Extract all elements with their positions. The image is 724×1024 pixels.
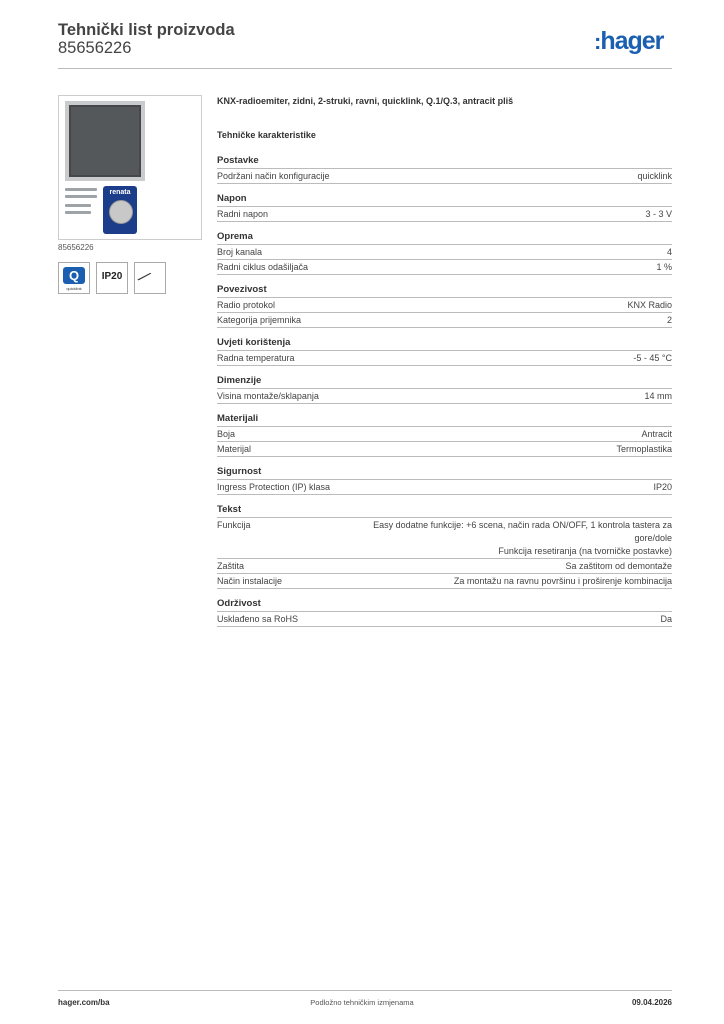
spec-value: Za montažu na ravnu površinu i proširenje kombinacija [453,576,672,586]
spec-label: Radna temperatura [217,353,295,363]
spec-section [217,597,672,627]
ip20-badge: IP20 [96,262,128,294]
spec-row [217,244,672,259]
spec-section [217,412,672,457]
spec-value: Sa zaštitom od demontaže [565,561,672,571]
section-title: Povezivost [217,284,267,295]
spec-row [217,297,672,312]
spec-value: IP20 [653,482,672,492]
image-caption: 85656226 [58,243,94,252]
spec-row [217,350,672,366]
spec-label: Usklađeno sa RoHS [217,614,299,624]
spec-value: KNX Radio [627,300,672,310]
spec-row [217,611,672,627]
spec-label: Visina montaže/sklapanja [217,391,319,401]
switch-image [65,101,145,181]
spec-value [342,519,672,558]
section-title: Tekst [217,504,242,515]
product-image [58,95,202,240]
spec-value: Antracit [641,429,672,439]
spec-sections [217,154,672,635]
spec-label: Broj kanala [217,247,263,257]
quicklink-badge: Q quicklink [58,262,90,294]
section-title: Napon [217,193,247,204]
spec-label: Zaštita [217,561,245,571]
spec-section [217,336,672,366]
footer-divider [58,990,672,991]
spec-row [217,168,672,184]
spec-value: -5 - 45 °C [633,353,672,363]
spec-row [217,479,672,495]
section-title: Uvjeti korištenja [217,337,291,348]
footer-date: 09.04.2026 [631,998,672,1007]
spec-row [217,388,672,404]
spec-label: Radio protokol [217,300,276,310]
quicklink-icon: Q [63,267,85,284]
spec-section [217,230,672,275]
spec-row [217,259,672,275]
spec-value: 3 - 3 V [645,209,672,219]
spec-row [217,206,672,222]
product-number: 85656226 [58,39,132,57]
spec-value-line: Funkcija resetiranja (na tvorničke postavke) [498,546,672,556]
section-title: Postavke [217,155,259,166]
spec-value-line: Easy dodatne funkcije: +6 scena, način rada ON/OFF, 1 kontrola tastera za gore/dole [373,520,672,543]
header-divider [58,68,672,69]
spec-row [217,558,672,573]
spec-label: Materijal [217,444,252,454]
spec-row [217,426,672,441]
installation-tool-badge [134,262,166,294]
hager-logo: :hager [594,27,664,55]
spec-value: Da [660,614,672,624]
battery-image: renata [103,186,137,234]
spec-label: Boja [217,429,236,439]
spec-value: Termoplastika [616,444,672,454]
spec-value: 4 [666,247,672,257]
spec-section [217,283,672,328]
spec-value: 1 % [656,262,672,272]
section-title: Dimenzije [217,375,262,386]
screwdriver-icon: ∕ [138,267,152,287]
spec-label: Podržani način konfiguracije [217,171,330,181]
section-title: Održivost [217,598,261,609]
spec-row [217,517,672,558]
section-title: Sigurnost [217,466,262,477]
page-title: Tehnički list proizvoda [58,21,235,39]
spec-label: Kategorija prijemnika [217,315,302,325]
spec-label: Funkcija [217,520,251,530]
spec-section [217,503,672,589]
spec-section [217,465,672,495]
specs-heading: Tehničke karakteristike [217,130,316,140]
footer-disclaimer: Podložno tehničkim izmjenama [310,998,414,1007]
product-description: KNX-radioemiter, zidni, 2-struki, ravni, quicklink, Q.1/Q.3, antracit pliš [217,96,514,106]
spec-label: Način instalacije [217,576,283,586]
spec-value: 2 [666,315,672,325]
spec-row [217,312,672,328]
section-title: Materijali [217,413,259,424]
spec-section [217,154,672,184]
spec-row [217,573,672,589]
spec-label: Radni ciklus odašiljača [217,262,309,272]
screws-image [65,186,97,222]
spec-label: Radni napon [217,209,269,219]
spec-section [217,374,672,404]
spec-value: 14 mm [644,391,672,401]
footer-website: hager.com/ba [58,998,110,1007]
spec-value: quicklink [637,171,672,181]
spec-row [217,441,672,457]
section-title: Oprema [217,231,253,242]
spec-section [217,192,672,222]
spec-label: Ingress Protection (IP) klasa [217,482,331,492]
